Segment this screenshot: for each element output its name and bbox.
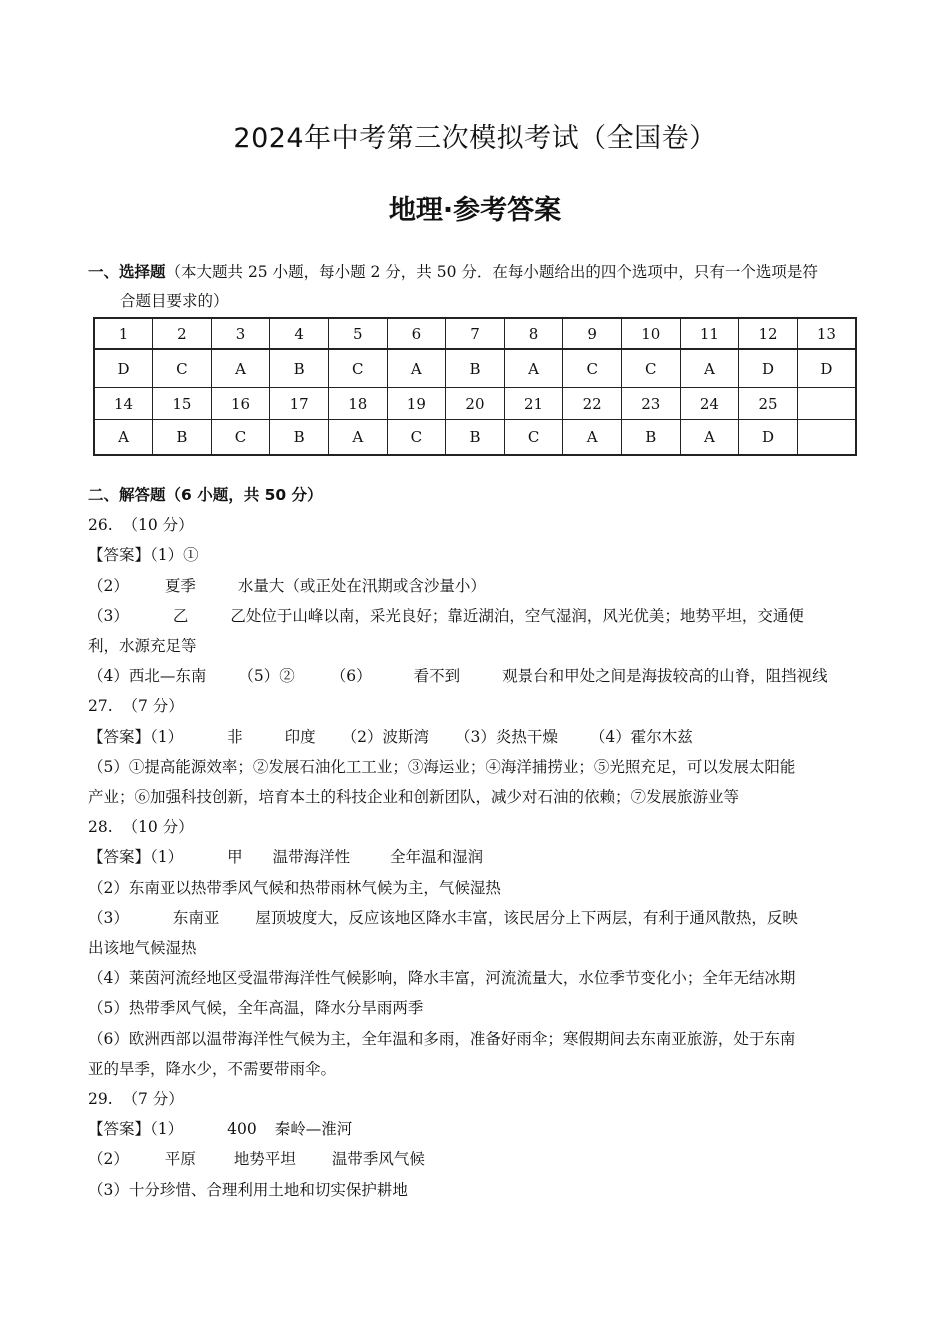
table-cell: 17 bbox=[270, 388, 329, 420]
section2-desc: （6 小题，共 50 分） bbox=[165, 486, 323, 504]
q26-part3-label: （3） bbox=[88, 606, 129, 625]
table-cell: 24 bbox=[680, 388, 739, 420]
q26-part3-b: 乙处位于山峰以南，采光良好；靠近湖泊，空气湿润，风光优美；地势平坦，交通便 bbox=[230, 606, 804, 625]
table-cell: B bbox=[270, 420, 329, 456]
q28-part1-a: 甲 bbox=[227, 848, 243, 867]
table-cell: B bbox=[446, 349, 505, 388]
table-cell: C bbox=[153, 349, 212, 388]
q28-header: 28. （10 分） bbox=[88, 818, 194, 837]
table-cell: C bbox=[621, 349, 680, 388]
page-title: 2024年中考第三次模拟考试（全国卷） bbox=[233, 123, 717, 154]
q28-line5: （5）热带季风气候，全年高温，降水分旱雨两季 bbox=[88, 999, 424, 1018]
table-cell: 16 bbox=[211, 388, 270, 420]
q28-line3-cont: 出该地气候湿热 bbox=[88, 939, 197, 958]
q27-part1-a: 非 bbox=[227, 727, 243, 746]
table-cell: C bbox=[504, 420, 563, 456]
table-cell: A bbox=[680, 420, 739, 456]
table-cell: 19 bbox=[387, 388, 446, 420]
q27-line2: （5）①提高能源效率；②发展石油化工工业；③海运业；④海洋捕捞业；⑤光照充足，可以发展太阳能 bbox=[88, 757, 796, 776]
table-cell: 3 bbox=[211, 318, 270, 349]
q28-line6: （6）欧洲西部以温带海洋性气候为主，全年温和多雨，准备好雨伞；寒假期间去东南亚旅游，处于东南 bbox=[88, 1029, 796, 1048]
q29-part2-label: （2） bbox=[88, 1150, 129, 1169]
q28-part1-c: 全年温和湿润 bbox=[390, 848, 484, 867]
table-cell: 18 bbox=[328, 388, 387, 420]
table-cell: 7 bbox=[446, 318, 505, 349]
q28-line4: （4）莱茵河流经地区受温带海洋性气候影响，降水丰富，河流流量大，水位季节变化小；全年无结冰期 bbox=[88, 969, 796, 988]
q26-part2-a: 夏季 bbox=[164, 576, 196, 595]
q26-line1 bbox=[88, 540, 860, 570]
section1-heading-block bbox=[88, 258, 868, 316]
q26-part6-label: （6） bbox=[330, 667, 372, 686]
answer-tag: 【答案】 bbox=[88, 848, 151, 867]
table-cell: A bbox=[563, 420, 622, 456]
q29-part2-a: 平原 bbox=[164, 1150, 196, 1169]
q28-part3-label: （3） bbox=[88, 908, 129, 927]
q29-line1 bbox=[88, 1114, 860, 1144]
q26-part6-a: 看不到 bbox=[413, 667, 461, 686]
q26-part2-label: （2） bbox=[88, 576, 129, 595]
table-cell: 21 bbox=[504, 388, 563, 420]
q27-part1-label: （1） bbox=[150, 727, 184, 746]
q28-part3-b: 屋顶坡度大，反应该地区降水丰富，该民居分上下两层，有利于通风散热，反映 bbox=[255, 908, 798, 927]
answer-tag: 【答案】 bbox=[88, 546, 151, 565]
q27-part2: （2）波斯湾 bbox=[341, 727, 430, 746]
q26-part2-b: 水量大（或正处在汛期或含沙量小） bbox=[237, 576, 486, 595]
table-cell: 6 bbox=[387, 318, 446, 349]
table-cell: 20 bbox=[446, 388, 505, 420]
table-row-answers-2 bbox=[94, 420, 856, 456]
q28-line7: 亚的旱季，降水少，不需要带雨伞。 bbox=[88, 1059, 337, 1078]
q28-line2: （2）东南亚以热带季风气候和热带雨林气候为主，气候湿热 bbox=[88, 878, 501, 897]
q29-line3: （3）十分珍惜、合理利用土地和切实保护耕地 bbox=[88, 1180, 408, 1199]
q28-line3 bbox=[88, 903, 860, 933]
q29-part1-b: 秦岭—淮河 bbox=[274, 1120, 353, 1139]
table-cell: B bbox=[621, 420, 680, 456]
q29-part1-a: 400 bbox=[227, 1120, 257, 1139]
answer-tag: 【答案】 bbox=[88, 1120, 151, 1139]
q26-line3 bbox=[88, 601, 860, 631]
table-cell: D bbox=[94, 349, 153, 388]
q26-part4: （4）西北—东南 bbox=[88, 667, 207, 686]
table-cell: 12 bbox=[739, 318, 798, 349]
q26-part3-a: 乙 bbox=[172, 606, 189, 625]
table-cell: B bbox=[270, 349, 329, 388]
q28-part1-b: 温带海洋性 bbox=[272, 848, 351, 867]
q29-part1-label: （1） bbox=[150, 1120, 184, 1139]
table-cell: 10 bbox=[621, 318, 680, 349]
table-cell: 15 bbox=[153, 388, 212, 420]
table-row-numbers-2 bbox=[94, 388, 856, 420]
q26-line3-cont: 利，水源充足等 bbox=[88, 637, 197, 656]
table-cell: A bbox=[680, 349, 739, 388]
section1-heading: 一、选择题 bbox=[88, 263, 166, 281]
q29-part2-b: 地势平坦 bbox=[233, 1150, 296, 1169]
table-cell: C bbox=[211, 420, 270, 456]
table-cell: 22 bbox=[563, 388, 622, 420]
q26-line2 bbox=[88, 571, 860, 601]
answer-tag: 【答案】 bbox=[88, 727, 151, 746]
table-cell: 14 bbox=[94, 388, 153, 420]
q27-part1-b: 印度 bbox=[284, 727, 316, 746]
table-row-answers-1 bbox=[94, 349, 856, 388]
table-cell: A bbox=[328, 420, 387, 456]
table-cell: A bbox=[94, 420, 153, 456]
q27-header: 27. （7 分） bbox=[88, 697, 184, 716]
table-cell: C bbox=[328, 349, 387, 388]
table-cell: B bbox=[446, 420, 505, 456]
table-cell: C bbox=[563, 349, 622, 388]
table-cell: 4 bbox=[270, 318, 329, 349]
table-cell: B bbox=[153, 420, 212, 456]
q26-part6-b: 观景台和甲处之间是海拔较高的山脊，阻挡视线 bbox=[502, 667, 828, 686]
section1-desc-line2: 合题目要求的） bbox=[120, 292, 229, 310]
q29-header: 29. （7 分） bbox=[88, 1090, 184, 1109]
table-cell: A bbox=[387, 349, 446, 388]
table-cell: C bbox=[387, 420, 446, 456]
section2-heading: 二、解答题 bbox=[88, 486, 166, 504]
table-row-numbers-1 bbox=[94, 318, 856, 349]
table-cell: 23 bbox=[621, 388, 680, 420]
table-cell: 9 bbox=[563, 318, 622, 349]
table-cell bbox=[797, 388, 856, 420]
table-cell: 11 bbox=[680, 318, 739, 349]
table-cell: A bbox=[211, 349, 270, 388]
q29-part2-c: 温带季风气候 bbox=[331, 1150, 425, 1169]
q28-line1 bbox=[88, 842, 860, 872]
q27-line1 bbox=[88, 722, 860, 752]
table-cell: D bbox=[739, 420, 798, 456]
q28-part3-a: 东南亚 bbox=[172, 908, 220, 927]
table-cell bbox=[797, 420, 856, 456]
page-subtitle: 地理·参考答案 bbox=[388, 195, 562, 226]
q27-part3: （3）炎热干燥 bbox=[455, 727, 558, 746]
table-cell: 5 bbox=[328, 318, 387, 349]
table-cell: 13 bbox=[797, 318, 856, 349]
section2-heading-line bbox=[88, 480, 860, 510]
q28-part1-label: （1） bbox=[150, 848, 184, 867]
q26-header: 26. （10 分） bbox=[88, 516, 194, 535]
answers-body bbox=[88, 480, 860, 1205]
table-cell: D bbox=[797, 349, 856, 388]
table-cell: D bbox=[739, 349, 798, 388]
q26-part1: （1）① bbox=[150, 546, 199, 565]
table-cell: 8 bbox=[504, 318, 563, 349]
q27-part4: （4）霍尔木兹 bbox=[589, 727, 693, 746]
answer-table bbox=[93, 317, 857, 456]
q26-part5: （5）② bbox=[238, 667, 295, 686]
q29-line2 bbox=[88, 1144, 860, 1174]
table-cell: A bbox=[504, 349, 563, 388]
table-cell: 1 bbox=[94, 318, 153, 349]
table-cell: 25 bbox=[739, 388, 798, 420]
q26-line4 bbox=[88, 661, 860, 691]
table-cell: 2 bbox=[153, 318, 212, 349]
q27-line3: 产业；⑥加强科技创新，培育本土的科技企业和创新团队，减少对石油的依赖；⑦发展旅游业等 bbox=[88, 788, 740, 807]
section1-desc-line1: （本大题共 25 小题，每小题 2 分，共 50 分．在每小题给出的四个选项中，只有一个选项是符 bbox=[165, 263, 818, 281]
